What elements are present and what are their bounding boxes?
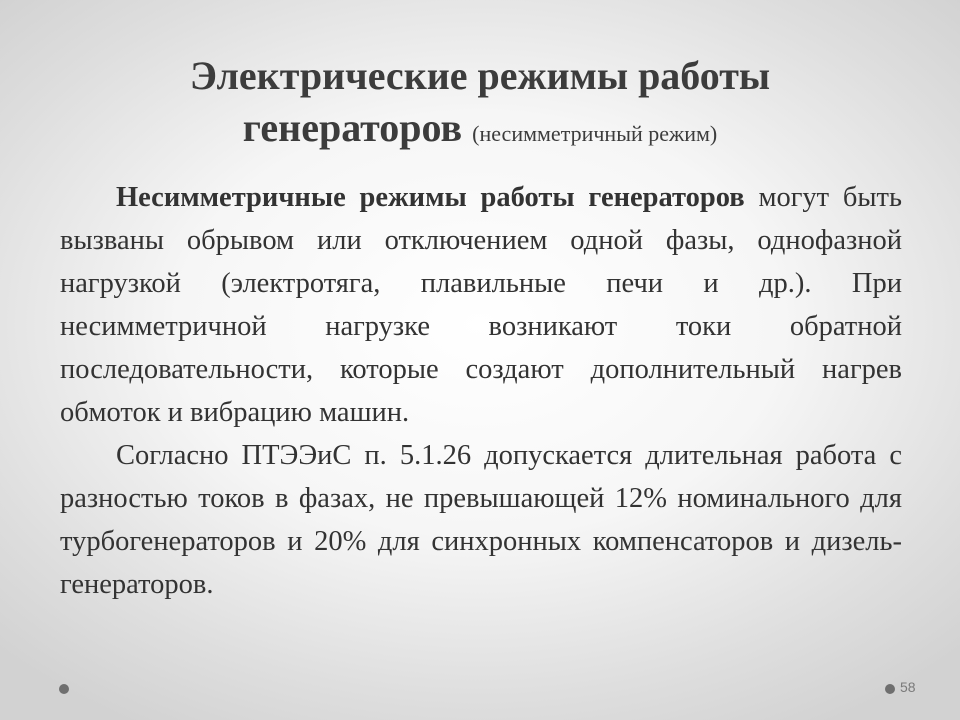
title-line-1: Электрические режимы работы — [189, 53, 771, 98]
title-line-2 — [60, 102, 900, 160]
paragraph-1-lead: Несимметричные режимы работы генераторов — [116, 182, 745, 213]
slide-title — [60, 50, 900, 160]
footer-dot-right — [885, 684, 895, 694]
title-main-word: генераторов — [242, 105, 463, 150]
paragraph-1-rest: могут быть вызваны обрывом или отключением одной фазы, однофазной нагрузкой (электротяга, плавильные печи и др.). При несимметричной нагрузке возникают токи обратной последовательности, которые создают дополнительный нагрев обмоток и вибрацию машин. — [60, 182, 902, 428]
title-subtitle: (несимметричный режим) — [472, 121, 718, 146]
slide-body — [60, 176, 902, 606]
footer-dot-left — [59, 684, 69, 694]
paragraph-1 — [60, 176, 902, 434]
paragraph-2: Согласно ПТЭЭиС п. 5.1.26 допускается длительная работа с разностью токов в фазах, не превышающей 12% номинального для турбогенераторов и 20% для синхронных компенсаторов и дизель-генераторов. — [60, 440, 902, 600]
page-number: 58 — [900, 679, 916, 695]
